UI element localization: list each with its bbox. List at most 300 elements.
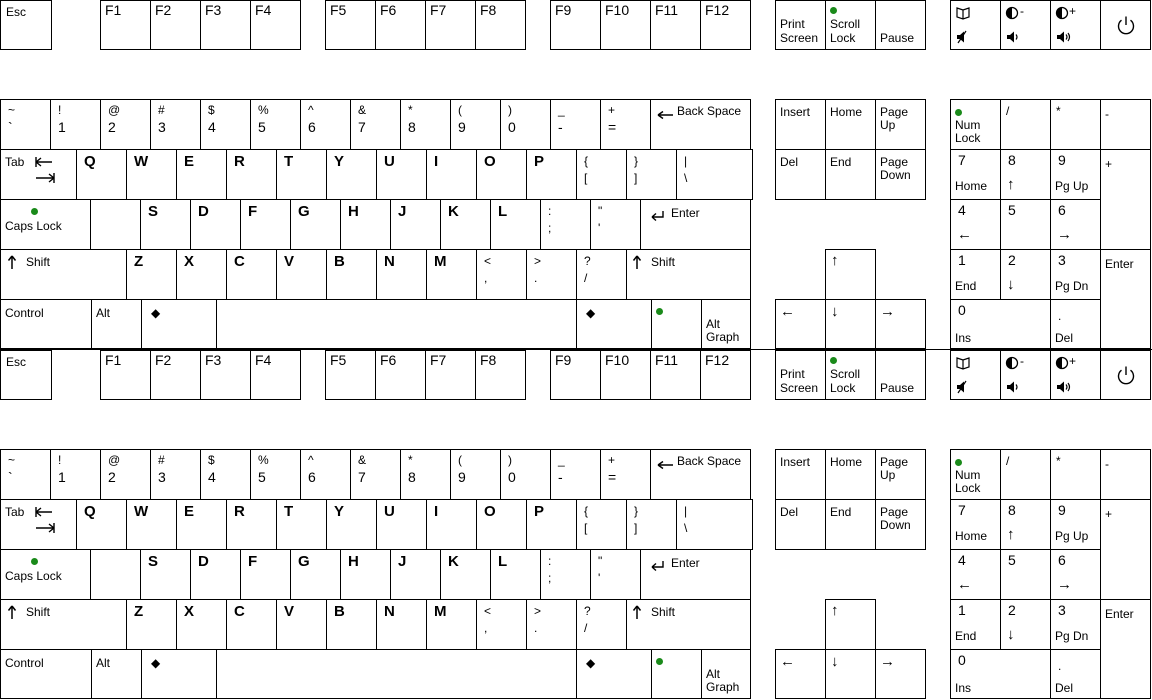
compose-key[interactable] [651,299,702,349]
scroll-lock-key[interactable] [825,0,876,50]
key-z[interactable] [126,249,177,300]
indicator-led-icon [656,308,663,315]
left-alt-key[interactable] [91,299,142,349]
home-key[interactable] [825,99,876,150]
insert-key[interactable] [775,449,826,500]
secondary-label: ← [957,226,972,243]
key-label: Esc [6,355,27,369]
key-bracket-1[interactable] [626,499,677,550]
end-key[interactable] [825,149,876,200]
key-bracket-0[interactable] [576,149,627,200]
key-punct-2[interactable] [576,599,627,650]
base-symbol-label: . [534,621,538,635]
key-p[interactable] [526,499,577,550]
shift-symbol-label: * [408,453,413,467]
base-symbol-label: 2 [108,119,116,135]
key-q[interactable] [76,149,127,200]
right-meta-key[interactable] [576,649,652,699]
letter-label: U [384,503,395,520]
key-w[interactable] [126,149,177,200]
key-5[interactable] [250,449,301,500]
letter-label: T [284,503,294,520]
numpad-4-key[interactable] [950,199,1001,250]
right-shift-key[interactable] [626,249,751,300]
key-v[interactable] [276,249,327,300]
key-quote-1[interactable] [590,549,641,600]
numpad-decimal-key[interactable] [1050,299,1101,349]
page-down-key[interactable] [875,499,926,550]
key-label: Screen [780,381,819,395]
enter-key[interactable] [640,549,751,600]
key-1[interactable] [50,449,101,500]
key-quote-0[interactable] [540,549,591,600]
key-h[interactable] [340,549,391,600]
base-symbol-label: 0 [508,469,516,485]
indicator-led-icon [955,109,962,116]
key-c[interactable] [226,249,277,300]
key-=[interactable] [600,449,651,500]
key-y[interactable] [326,149,377,200]
indicator-led-icon [830,7,837,14]
page-up-key[interactable] [875,449,926,500]
f6-key[interactable] [375,0,426,50]
key-h[interactable] [340,199,391,250]
base-symbol-label: , [484,621,488,635]
key-label: Back Space [677,454,742,468]
key-label: Down [880,518,911,532]
key-bracket-2[interactable] [676,499,753,550]
key-g[interactable] [290,549,341,600]
key-t[interactable] [276,149,327,200]
end-key[interactable] [825,499,876,550]
arrow-right-key[interactable] [875,299,926,349]
shift-symbol-label: # [158,453,165,467]
numpad-2-key[interactable] [1000,249,1051,300]
tab-key[interactable] [0,149,77,200]
numpad-minus-key[interactable] [1100,449,1151,500]
f6-key[interactable] [375,350,426,400]
pause-key[interactable] [875,350,926,400]
base-symbol-label: ; [548,221,552,235]
f2-key[interactable] [150,350,201,400]
key-quote-1[interactable] [590,199,641,250]
f11-key[interactable] [650,350,701,400]
left-alt-key[interactable] [91,649,142,699]
numpad-4-key[interactable] [950,549,1001,600]
f10-key[interactable] [600,0,651,50]
key-0[interactable] [500,449,551,500]
key-8[interactable] [400,99,451,150]
shift-symbol-label: $ [208,453,215,467]
arrow-up-key[interactable] [825,599,876,650]
key-e[interactable] [176,149,227,200]
key--[interactable] [550,449,601,500]
key-label: Alt [96,656,111,670]
numpad-7-key[interactable] [950,149,1001,200]
mute-icon [955,380,971,399]
numpad-divide-key[interactable] [1000,99,1051,150]
key-punct-1[interactable] [526,249,577,300]
contrast-up-key[interactable] [1050,350,1101,400]
num-lock-key[interactable] [950,449,1001,500]
arrow-left-key[interactable] [775,299,826,349]
secondary-label: → [1057,576,1072,593]
digit-label: 2 [1008,602,1016,618]
contrast-down-key[interactable] [1000,0,1051,50]
page-down-key[interactable] [875,149,926,200]
key-q[interactable] [76,499,127,550]
key-label: / [1006,454,1010,468]
key-3[interactable] [150,449,201,500]
f11-key[interactable] [650,0,701,50]
delete-key[interactable] [775,149,826,200]
key-label: F9 [555,352,572,368]
backspace-arrow-icon [656,457,674,475]
key-9[interactable] [450,449,501,500]
key-r[interactable] [226,149,277,200]
numpad-2-key[interactable] [1000,599,1051,650]
key-s[interactable] [140,549,191,600]
arrow-right-icon: → [880,303,895,320]
key-3[interactable] [150,99,201,150]
key-e[interactable] [176,499,227,550]
pause-key[interactable] [875,0,926,50]
numpad-9-key[interactable] [1050,149,1101,200]
diamond-icon: ◆ [151,656,161,670]
backspace-key[interactable] [650,449,751,500]
key-2[interactable] [100,449,151,500]
key-a[interactable] [90,549,141,600]
key-n[interactable] [376,599,427,650]
arrow-down-key[interactable] [825,299,876,349]
key--[interactable] [550,99,601,150]
key-bracket-0[interactable] [576,499,627,550]
key-x[interactable] [176,249,227,300]
left-meta-key[interactable] [141,299,217,349]
numpad-0-key[interactable] [950,299,1051,349]
key-label: Screen [780,31,819,45]
key-i[interactable] [426,499,477,550]
key-label: Insert [780,105,811,119]
key-j[interactable] [390,549,441,600]
digit-label: 9 [1058,152,1066,168]
key-t[interactable] [276,499,327,550]
left-shift-key[interactable] [0,249,127,300]
numpad-6-key[interactable] [1050,199,1101,250]
key-n[interactable] [376,249,427,300]
spacebar-key[interactable] [216,649,577,699]
shift-symbol-label: : [548,204,552,218]
insert-key[interactable] [775,99,826,150]
key-=[interactable] [600,99,651,150]
key-4[interactable] [200,449,251,500]
f1-key[interactable] [100,350,151,400]
numpad-enter-key[interactable] [1100,249,1151,349]
arrow-left-key[interactable] [775,649,826,699]
contrast-plus-icon [1055,356,1069,375]
key-y[interactable] [326,499,377,550]
f3-key[interactable] [200,350,251,400]
numpad-enter-key[interactable] [1100,599,1151,699]
key-0[interactable] [500,99,551,150]
left-shift-key[interactable] [0,599,127,650]
numpad-0-key[interactable] [950,649,1051,699]
numpad-6-key[interactable] [1050,549,1101,600]
numpad-8-key[interactable] [1000,149,1051,200]
base-symbol-label: \ [684,171,688,185]
base-symbol-label: 6 [308,119,316,135]
f8-key[interactable] [475,0,526,50]
indicator-led-icon [31,558,38,565]
secondary-label: Ins [955,331,972,345]
key-o[interactable] [476,499,527,550]
key-g[interactable] [290,199,341,250]
numpad-plus-key[interactable] [1100,149,1151,250]
numpad-3-key[interactable] [1050,599,1101,650]
key-7[interactable] [350,449,401,500]
key-punct-0[interactable] [476,249,527,300]
delete-key[interactable] [775,499,826,550]
esc-key[interactable] [0,350,52,400]
key-tilde[interactable] [0,449,51,500]
arrow-down-key[interactable] [825,649,876,699]
key-punct-0[interactable] [476,599,527,650]
scroll-lock-key[interactable] [825,350,876,400]
key-label: F12 [705,352,730,368]
contrast-up-key[interactable] [1050,0,1101,50]
esc-key[interactable] [0,0,52,50]
left-control-key[interactable] [0,649,92,699]
alt-graph-key[interactable] [701,299,751,349]
right-meta-key[interactable] [576,299,652,349]
numpad-minus-key[interactable] [1100,99,1151,150]
alt-graph-key[interactable] [701,649,751,699]
key-v[interactable] [276,599,327,650]
numpad-9-key[interactable] [1050,499,1101,550]
key-r[interactable] [226,499,277,550]
numpad-1-key[interactable] [950,599,1001,650]
numpad-divide-key[interactable] [1000,449,1051,500]
shift-symbol-label: & [358,453,367,467]
f8-key[interactable] [475,350,526,400]
shift-symbol-label: + [608,453,616,467]
letter-label: E [184,153,195,170]
window-mute-key[interactable] [950,0,1001,50]
key-bracket-2[interactable] [676,149,753,200]
key-tilde[interactable] [0,99,51,150]
f2-key[interactable] [150,0,201,50]
key-j[interactable] [390,199,441,250]
letter-label: E [184,503,195,520]
numpad-7-key[interactable] [950,499,1001,550]
letter-label: V [284,253,295,270]
key-x[interactable] [176,599,227,650]
right-shift-key[interactable] [626,599,751,650]
key-bracket-1[interactable] [626,149,677,200]
window-mute-key[interactable] [950,350,1001,400]
key-label: Page [880,455,909,469]
secondary-label: Del [1055,681,1074,695]
key-p[interactable] [526,149,577,200]
digit-label: 4 [958,552,966,568]
secondary-label: Pg Up [1055,529,1089,543]
key-label: Lock [955,131,981,145]
key-4[interactable] [200,99,251,150]
letter-label: J [398,553,407,570]
numpad-3-key[interactable] [1050,249,1101,300]
digit-label: 1 [958,252,966,268]
letter-label: H [348,553,359,570]
numpad-multiply-key[interactable] [1050,99,1101,150]
key-6[interactable] [300,449,351,500]
numpad-multiply-key[interactable] [1050,449,1101,500]
key-d[interactable] [190,199,241,250]
arrow-right-key[interactable] [875,649,926,699]
key-o[interactable] [476,149,527,200]
key-5[interactable] [250,99,301,150]
letter-label: N [384,603,395,620]
key-label: F2 [155,2,172,18]
compose-key[interactable] [651,649,702,699]
numpad-plus-key[interactable] [1100,499,1151,600]
key-6[interactable] [300,99,351,150]
key-label: Control [5,306,44,320]
print-screen-key[interactable] [775,0,826,50]
base-symbol-label: ` [8,119,13,135]
base-symbol-label: 9 [458,469,466,485]
f4-key[interactable] [250,350,301,400]
power-key[interactable] [1100,350,1151,400]
num-lock-key[interactable] [950,99,1001,150]
shift-symbol-label: ? [584,604,591,618]
shift-symbol-label: } [634,504,639,518]
left-meta-key[interactable] [141,649,217,699]
arrow-down-icon: ↓ [831,303,839,320]
key-label: F6 [380,352,397,368]
key-b[interactable] [326,599,377,650]
base-symbol-label: 1 [58,469,66,485]
numpad-8-key[interactable] [1000,499,1051,550]
home-key[interactable] [825,449,876,500]
key-8[interactable] [400,449,451,500]
f5-key[interactable] [325,350,376,400]
numpad-5-key[interactable] [1000,549,1051,600]
key-punct-1[interactable] [526,599,577,650]
key-quote-0[interactable] [540,199,591,250]
key-s[interactable] [140,199,191,250]
key-u[interactable] [376,149,427,200]
key-7[interactable] [350,99,401,150]
base-symbol-label: , [484,271,488,285]
letter-label: S [148,553,159,570]
contrast-down-key[interactable] [1000,350,1051,400]
backspace-key[interactable] [650,99,751,150]
f4-key[interactable] [250,0,301,50]
print-screen-key[interactable] [775,350,826,400]
window-icon [955,6,971,25]
numpad-decimal-key[interactable] [1050,649,1101,699]
shift-arrow-icon [632,604,642,625]
key-k[interactable] [440,199,491,250]
letter-label: X [184,603,195,620]
enter-key[interactable] [640,199,751,250]
f3-key[interactable] [200,0,251,50]
key-label: Lock [830,31,856,45]
power-key[interactable] [1100,0,1151,50]
key-a[interactable] [90,199,141,250]
key-punct-2[interactable] [576,249,627,300]
letter-label: Y [334,503,345,520]
key-w[interactable] [126,499,177,550]
base-symbol-label: 3 [158,469,166,485]
key-2[interactable] [100,99,151,150]
volume-down-icon [1005,380,1021,399]
left-control-key[interactable] [0,299,92,349]
f12-key[interactable] [700,350,751,400]
f7-key[interactable] [425,350,476,400]
key-label: F10 [605,2,630,18]
f9-key[interactable] [550,350,601,400]
f10-key[interactable] [600,350,651,400]
key-z[interactable] [126,599,177,650]
key-f[interactable] [240,549,291,600]
numpad-5-key[interactable] [1000,199,1051,250]
f12-key[interactable] [700,0,751,50]
key-l[interactable] [490,549,541,600]
key-d[interactable] [190,549,241,600]
f1-key[interactable] [100,0,151,50]
key-label: Esc [6,5,27,19]
shift-symbol-label: { [584,504,589,518]
key-9[interactable] [450,99,501,150]
key-m[interactable] [426,599,477,650]
key-label: Pause [880,381,915,395]
digit-label: 0 [958,652,966,668]
key-m[interactable] [426,249,477,300]
spacebar-key[interactable] [216,299,577,349]
key-k[interactable] [440,549,491,600]
key-label: F8 [480,2,497,18]
key-l[interactable] [490,199,541,250]
base-symbol-label: 5 [258,469,266,485]
arrow-up-key[interactable] [825,249,876,300]
secondary-label: ↓ [1007,626,1015,643]
indicator-led-icon [955,459,962,466]
letter-label: W [134,503,149,520]
key-label: F9 [555,2,572,18]
f5-key[interactable] [325,0,376,50]
key-1[interactable] [50,99,101,150]
key-c[interactable] [226,599,277,650]
key-u[interactable] [376,499,427,550]
key-i[interactable] [426,149,477,200]
key-f[interactable] [240,199,291,250]
caps-lock-key[interactable] [0,549,91,600]
base-symbol-label: / [584,271,588,285]
f9-key[interactable] [550,0,601,50]
arrow-down-icon: ↓ [831,653,839,670]
plus-label: + [1069,4,1077,18]
tab-key[interactable] [0,499,77,550]
caps-lock-key[interactable] [0,199,91,250]
shift-symbol-label: : [548,554,552,568]
secondary-label: Pg Up [1055,179,1089,193]
numpad-1-key[interactable] [950,249,1001,300]
letter-label: M [434,603,447,620]
f7-key[interactable] [425,0,476,50]
key-b[interactable] [326,249,377,300]
page-up-key[interactable] [875,99,926,150]
